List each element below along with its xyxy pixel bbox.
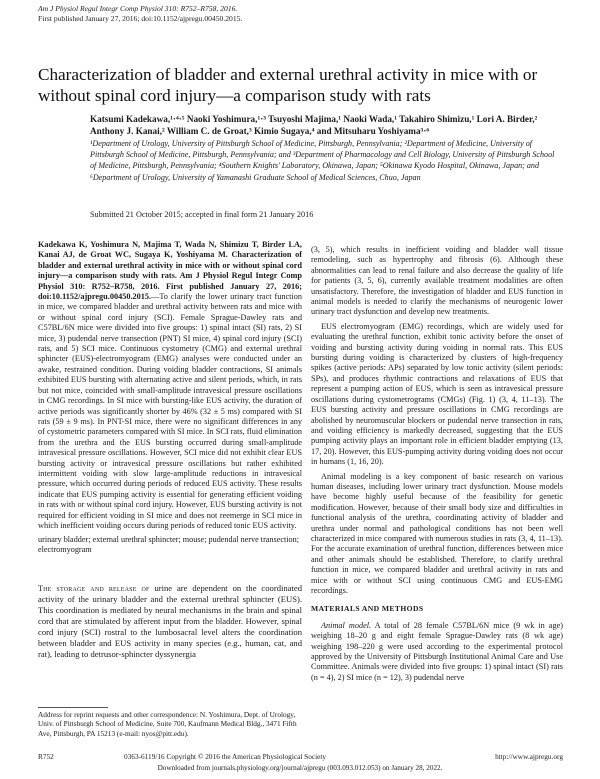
abstract-paragraph [38,240,302,531]
right-paragraph-4 [311,621,563,683]
abstract-citation: Kadekawa K, Yoshimura N, Majima T, Wada N, Shimizu T, Birder LA, Kanai AJ, de Groat WC, Sugaya K, Yoshiyama M. Characterization of bladder and external urethral activity in mice with or without spinal cord injury—a comparison study with rats. Am J Physiol Regul Integr Comp Physiol 310: R752–R758, 2016. First published January 27, 2016; doi:10.1152/ajpregu.00450.2015. [38,240,302,302]
footnote-divider [38,707,108,708]
journal-url-link[interactable]: http://www.ajpregu.org [495,752,563,761]
intro-lead: The storage and release of [38,584,150,593]
intro-text: urine are dependent on the coordinated activity of the urinary bladder and the external urethral sphincter (EUS). This coordination is mediated by neural mechanisms in the brain and spinal cord that are stimulated by afferent input from the bladder. However, spinal cord injury (SCI) rostral to the lumbosacral level alters the coordination between bladder and EUS activity in many species (e.g., human, cat, and rat), leading to detrusor-sphincter dyssynergia [38,583,302,659]
page-footer [38,752,563,764]
page-number: R752 [38,752,54,761]
right-paragraph-3: Animal modeling is a key component of basic research on various human diseases, including lower urinary tract dysfunction. Mouse models have become highly useful because of the feasibility for genetic modification. However, because of their small body size and difficulties in functional analysis of the urethra, coordinating activity of bladder and urethra under normal and pathological conditions has not been well characterized in mice compared with numerous studies in rats (3, 4, 11–13). For the accurate examination of urethral function, differences between mice and other animals should be established. Therefore, to clarify urethral function in mice, we compared bladder and urethral activity in rats and mice with or without SCI using continuous CMG and EUS-EMG recordings. [311,471,563,595]
animal-model-lead: Animal model. [321,620,372,630]
published-line: First published January 27, 2016; doi:10.1152/ajpregu.00450.2015. [38,14,243,23]
abstract [38,240,302,535]
author-list: Katsumi Kadekawa,¹·⁴·⁵ Naoki Yoshimura,¹·³ Tsuyoshi Majima,¹ Naoki Wada,¹ Takahiro Shimizu,¹ Lori A. Birder,² Anthony J. Kanai,² William C. de Groat,³ Kimio Sugaya,⁴ and Mitsuharu Yoshiyama³·⁶ [90,114,538,136]
abstract-body: —To clarify the lower urinary tract function in mice, we compared bladder and urethral activity between rats and mice with or without spinal cord injury (SCI). Female Sprague-Dawley rats and C57BL/6N mice were divided into five groups: 1) spinal intact (SI) rats, 2) SI mice, 3) pudendal nerve transection (PNT) SI mice, 4) spinal cord injury (SCI) rats, and 5) SCI mice. Continuous cystometry (CMG) and external urethral sphincter (EUS)-electromyogram (EMG) analyses were conducted under an awake, restrained condition. During voiding bladder contractions, SI animals exhibited EUS bursting with alternating active and silent periods, which, in rats but not mice, coincided with small-amplitude intravesical pressure oscillations in CMG recordings. In SI mice with bursting-like EUS activity, the duration of active periods was significantly shorter by 46% (32 ± 5 ms) compared with SI rats (59 ± 9 ms). In PNT-SI mice, there were no significant differences in any of cystometric parameters compared with SI mice. In SCI rats, fluid elimination from the urethra and the EUS bursting occurred during small-amplitude intravesical pressure oscillations. However, SCI mice did not exhibit clear EUS bursting activity or intravesical pressure oscillations but rather exhibited intermittent voiding with slow large-amplitude reductions in intravesical pressure, which occurred during periods of reduced EUS activity. These results indicate that EUS pumping activity is essential for generating efficient voiding in rats with or without spinal cord injury. However, EUS bursting activity is not required for efficient voiding in SI mice and does not reemerge in SCI mice in which inefficient voiding occurs during periods of reduced tonic EUS activity. [38,292,302,530]
copyright-line: 0363-6119/16 Copyright © 2016 the American Physiological Society [124,752,327,761]
journal-citation-line: Am J Physiol Regul Integr Comp Physiol 310: R752–R758, 2016. [38,4,238,13]
article-title: Characterization of bladder and external urethral activity in mice with or without spinal cord injury—a comparison study with rats [38,65,538,105]
animal-model-text: A total of 28 female C57BL/6N mice (9 wk in age) weighing 18–20 g and eight female Sprague-Dawley rats (8 wk age) weighing 198–220 g were used according to the experimental protocol approved by the University of Pittsburgh Institutional Animal Care and Use Committee. Animals were divided into five groups: 1) spinal intact (SI) rats (n = 4), 2) SI mice (n = 12), 3) pudendal nerve [311,620,563,682]
journal-header [38,4,242,24]
introduction [38,583,302,660]
submission-dates: Submitted 21 October 2015; accepted in final form 21 January 2016 [90,210,314,219]
section-heading-methods: MATERIALS AND METHODS [311,604,424,614]
download-note: Downloaded from journals.physiology.org/journal/ajpregu (003.093.012.053) on January 28, 2022. [157,764,443,772]
reprint-address: Address for reprint requests and other correspondence: N. Yoshimura, Dept. of Urology, Univ. of Pittsburgh School of Medicine, Suite 700, Kaufmann Medical Bldg., 3471 Fifth Ave, Pittsburgh, PA 15213 (e-mail: nyos@pitt.edu). [38,710,297,738]
right-paragraph-1: (3, 5), which results in inefficient voiding and bladder wall tissue remodeling, such as hypertrophy and fibrosis (6). Although these abnormalities can lead to renal failure and also decrease the quality of life for patients (3, 5, 6), currently available treatment modalities are often unsatisfactory. Therefore, the investigation of bladder and EUS function in animal models is needed to clarify the mechanisms of neurogenic lower urinary tract dysfunction and develop new treatments. [311,245,563,317]
keywords: urinary bladder; external urethral sphincter; mouse; pudendal nerve transection; electromyogram [38,535,299,555]
right-column [311,245,563,687]
right-paragraph-2: EUS electromyogram (EMG) recordings, which are widely used for evaluating the urethral function, exhibit tonic activity before the onset of voiding and bursting activity during voiding in normal rats. This EUS bursting during voiding is characterized by clusters of high-frequency spikes (active periods: APs) separated by low tonic activity (silent periods: SPs), and produces rhythmic contractions and relaxations of EUS that represent a pumping action of EUS, which is seen as intravesical pressure oscillations during cystometrograms (CMGs) (Fig. 1) (3, 4, 11–13). The EUS bursting activity and pressure oscillations in CMG recordings are abolished by neuromuscular blockers or pudendal nerve transection in rats, and voiding efficiency is markedly decreased, suggesting that the EUS pumping activity plays an important role in efficient bladder emptying (13, 17, 20). However, this EUS-pumping activity during voiding does not occur in humans (1, 16, 20). [311,321,563,467]
affiliations: ¹Department of Urology, University of Pittsburgh School of Medicine, Pittsburgh, Pennsylvania; ²Department of Medicine, University of Pittsburgh School of Medicine, Pittsburgh, Pennsylvania; and ³Department of Pharmacology and Cell Biology, University of Pittsburgh School of Medicine, Pittsburgh, Pennsylvania; ⁴Southern Knights' Laboratory, Okinawa, Japan; ⁵Okinawa Kyodo Hospital, Okinawa, Japan; and ⁶Department of Urology, University of Yamanashi Graduate School of Medical Sciences, Chuo, Japan [90,139,555,182]
